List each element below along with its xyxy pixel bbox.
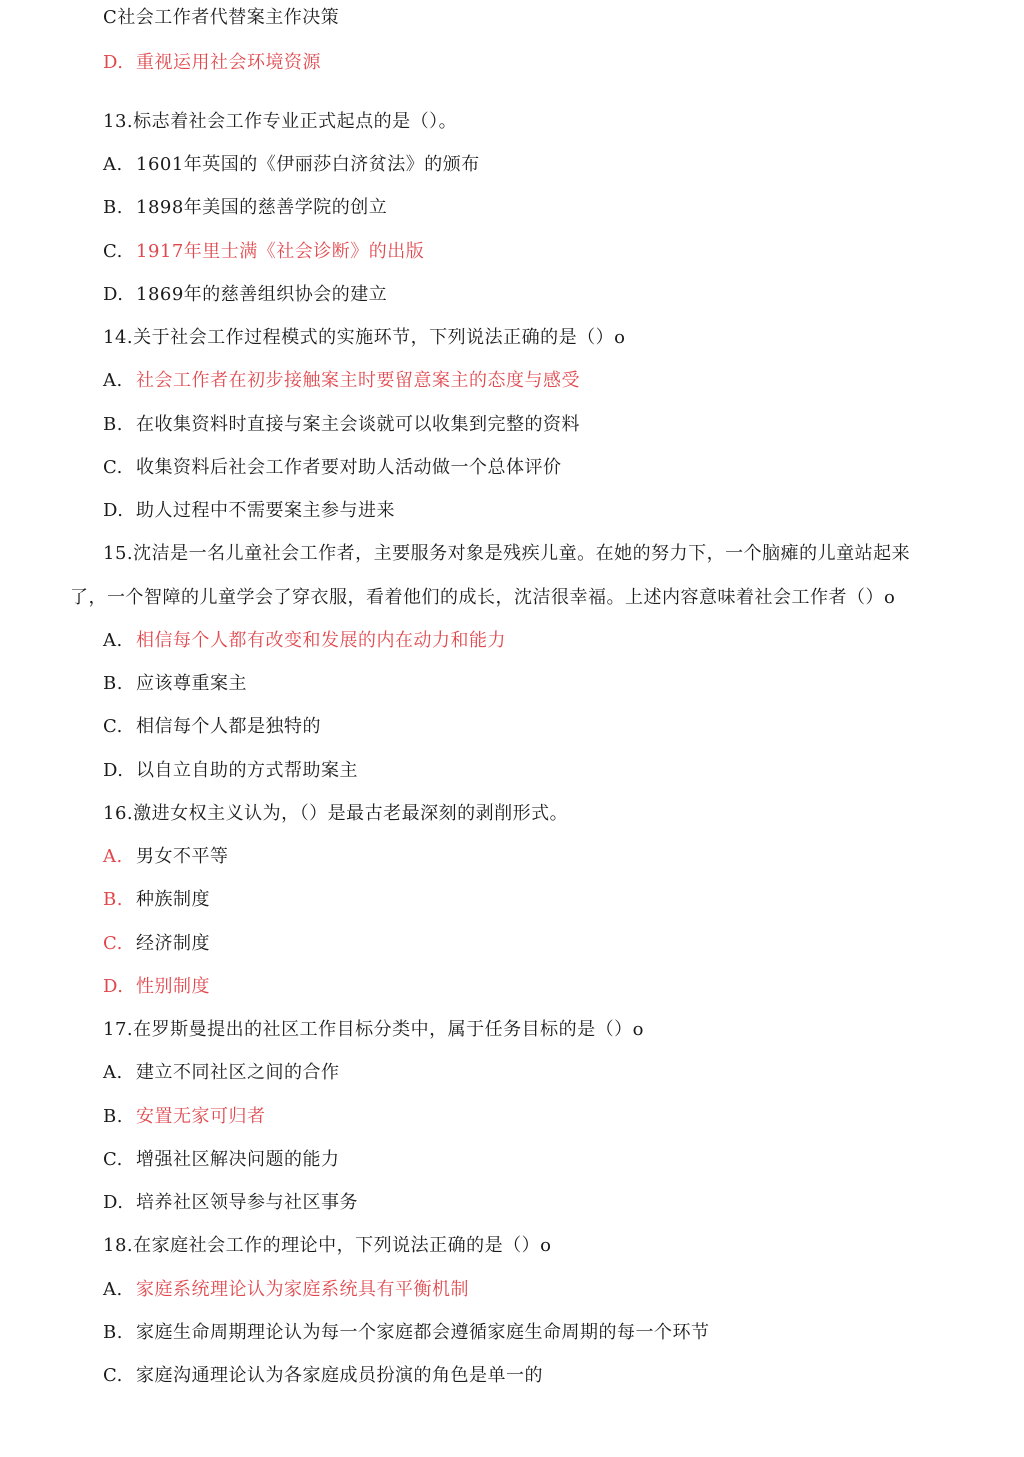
q17-option-c: C. 增强社区解决问题的能力: [103, 1149, 340, 1170]
question-15-line2: 了，一个智障的儿童学会了穿衣服，看着他们的成长，沈洁很幸福。上述内容意味着社会工作者（）o: [70, 587, 896, 608]
q18-option-c: C. 家庭沟通理论认为各家庭成员扮演的角色是单一的: [103, 1365, 543, 1386]
question-13: 13.标志着社会工作专业正式起点的是（）。: [103, 111, 458, 132]
question-15-line1: 15.沈洁是一名儿童社会工作者，主要服务对象是残疾儿童。在她的努力下，一个脑瘫的儿童站起来: [103, 543, 911, 564]
q17-option-a: A. 建立不同社区之间的合作: [103, 1062, 340, 1083]
q15-option-c: C. 相信每个人都是独特的: [103, 716, 321, 737]
q14-option-c: C. 收集资料后社会工作者要对助人活动做一个总体评价: [103, 457, 562, 478]
q14-option-a: A. 社会工作者在初步接触案主时要留意案主的态度与感受: [103, 370, 580, 391]
q15-option-a: A. 相信每个人都有改变和发展的内在动力和能力: [103, 630, 506, 651]
q15-option-b: B. 应该尊重案主: [103, 673, 247, 694]
q14-option-b: B. 在收集资料时直接与案主会谈就可以收集到完整的资料: [103, 414, 580, 435]
q18-option-b: B. 家庭生命周期理论认为每一个家庭都会遵循家庭生命周期的每一个环节: [103, 1322, 710, 1343]
q14-option-d: D. 助人过程中不需要案主参与进来: [103, 500, 395, 521]
q13-option-d: D. 1869年的慈善组织协会的建立: [103, 284, 388, 305]
q13-option-b: B. 1898年美国的慈善学院的创立: [103, 197, 388, 218]
question-17: 17.在罗斯曼提出的社区工作目标分类中，属于任务目标的是（）o: [103, 1019, 644, 1040]
q17-option-d: D. 培养社区领导参与社区事务: [103, 1192, 358, 1213]
question-16: 16.激进女权主义认为，（）是最古老最深刻的剥削形式。: [103, 803, 569, 824]
q13-option-a: A. 1601年英国的《伊丽莎白济贫法》的颁布: [103, 154, 480, 175]
q16-option-c: C. 经济制度: [103, 933, 210, 954]
q16-option-d: D. 性别制度: [103, 976, 210, 997]
q18-option-a: A. 家庭系统理论认为家庭系统具有平衡机制: [103, 1279, 469, 1300]
q13-option-c: C. 1917年里士满《社会诊断》的出版: [103, 241, 425, 262]
q15-option-d: D. 以自立自助的方式帮助案主: [103, 760, 358, 781]
q17-option-b: B. 安置无家可归者: [103, 1106, 266, 1127]
question-18: 18.在家庭社会工作的理论中，下列说法正确的是（）o: [103, 1235, 552, 1256]
question-14: 14.关于社会工作过程模式的实施环节，下列说法正确的是（）o: [103, 327, 626, 348]
q16-option-b: B. 种族制度: [103, 889, 210, 910]
option-c-prev: C社会工作者代替案主作决策: [103, 7, 340, 28]
option-d-prev: D. 重视运用社会环境资源: [103, 52, 321, 73]
q16-option-a: A. 男女不平等: [103, 846, 229, 867]
